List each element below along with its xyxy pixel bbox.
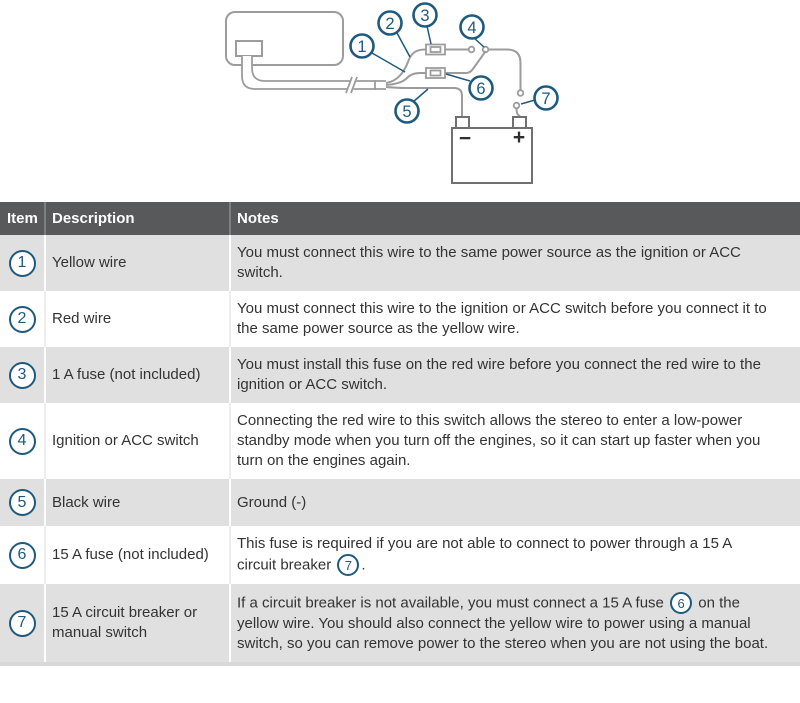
wiring-diagram <box>0 0 800 202</box>
item-number-badge: 6 <box>9 542 36 569</box>
description-cell: Ignition or ACC switch <box>45 403 230 479</box>
notes-text: This fuse is required if you are not able to connect to power through a 15 A circuit breaker <box>237 535 732 574</box>
callout-7 <box>521 87 558 110</box>
notes-cell <box>230 584 800 664</box>
breaker-contact-bottom <box>514 103 520 109</box>
connector <box>236 41 262 56</box>
callout-6 <box>446 74 493 100</box>
callout-7-number: 7 <box>541 90 551 108</box>
item-cell <box>0 526 45 584</box>
table-row <box>0 479 800 526</box>
yellow-wire-to-junction <box>445 51 486 73</box>
item-number-badge: 7 <box>9 610 36 637</box>
yellow-wire <box>386 73 426 85</box>
item-number-badge: 3 <box>9 362 36 389</box>
column-header-item: Item <box>0 202 45 235</box>
description-cell: Red wire <box>45 291 230 347</box>
notes-cell: Ground (-) <box>230 479 800 526</box>
notes-cell: You must connect this wire to the same power source as the ignition or ACC switch. <box>230 235 800 291</box>
wiring-description-table <box>0 202 800 666</box>
callout-2 <box>379 12 411 58</box>
callout-4-number: 4 <box>467 19 477 37</box>
notes-cell <box>230 526 800 584</box>
notes-text: If a circuit breaker is not available, you must connect a 15 A fuse <box>237 594 669 612</box>
table-row <box>0 526 800 584</box>
callout-6-number: 6 <box>476 80 486 98</box>
item-number-badge: 5 <box>9 489 36 516</box>
notes-cell: You must connect this wire to the ignition or ACC switch before you connect it to the same power source as the yellow wire. <box>230 291 800 347</box>
table-row <box>0 291 800 347</box>
inline-ref-circle-6: 6 <box>670 592 692 614</box>
callout-3-number: 3 <box>420 7 430 25</box>
item-cell <box>0 479 45 526</box>
callout-1-number: 1 <box>357 38 367 56</box>
description-cell: Black wire <box>45 479 230 526</box>
inline-ref-circle-7: 7 <box>337 554 359 576</box>
description-cell: 1 A fuse (not included) <box>45 347 230 403</box>
fuse-15a-inner <box>431 71 441 76</box>
notes-cell: Connecting the red wire to this switch allows the stereo to enter a low-power standby mode when you turn off the engines, so it can start up faster when you turn on the engines again. <box>230 403 800 479</box>
item-cell <box>0 403 45 479</box>
callout-5 <box>396 89 429 123</box>
description-cell: 15 A circuit breaker or manual switch <box>45 584 230 664</box>
table-row <box>0 403 800 479</box>
item-number-badge: 1 <box>9 250 36 277</box>
column-header-description: Description <box>45 202 230 235</box>
item-number-badge: 4 <box>9 428 36 455</box>
wire-to-positive-terminal <box>517 109 520 118</box>
column-header-notes: Notes <box>230 202 800 235</box>
notes-text: . <box>361 556 366 574</box>
description-cell: 15 A fuse (not included) <box>45 526 230 584</box>
item-cell <box>0 291 45 347</box>
wiring-diagram-svg <box>0 0 800 200</box>
table-header-row <box>0 202 800 235</box>
callout-4 <box>461 16 485 48</box>
ignition-switch-contact-left <box>469 47 475 53</box>
fuse-1a-inner <box>431 47 441 52</box>
table-row <box>0 235 800 291</box>
table-row <box>0 584 800 664</box>
callout-5-number: 5 <box>402 103 412 121</box>
item-number-badge: 2 <box>9 306 36 333</box>
battery-negative-symbol: − <box>458 127 472 150</box>
callout-3 <box>414 4 437 45</box>
description-cell: Yellow wire <box>45 235 230 291</box>
item-cell <box>0 235 45 291</box>
callout-2-number: 2 <box>385 15 395 33</box>
notes-cell: You must install this fuse on the red wire before you connect the red wire to the ignition or ACC switch. <box>230 347 800 403</box>
table-row <box>0 347 800 403</box>
notes-text: on the yellow wire. You should also connect the yellow wire to power using a manual switch, so you can remove power to the stereo when you are not using the boat. <box>237 594 769 652</box>
breaker-contact-top <box>518 90 524 96</box>
power-wire-down <box>489 50 521 91</box>
item-cell <box>0 584 45 664</box>
item-cell <box>0 347 45 403</box>
callout-1 <box>351 35 406 73</box>
battery-positive-symbol: + <box>512 126 526 149</box>
